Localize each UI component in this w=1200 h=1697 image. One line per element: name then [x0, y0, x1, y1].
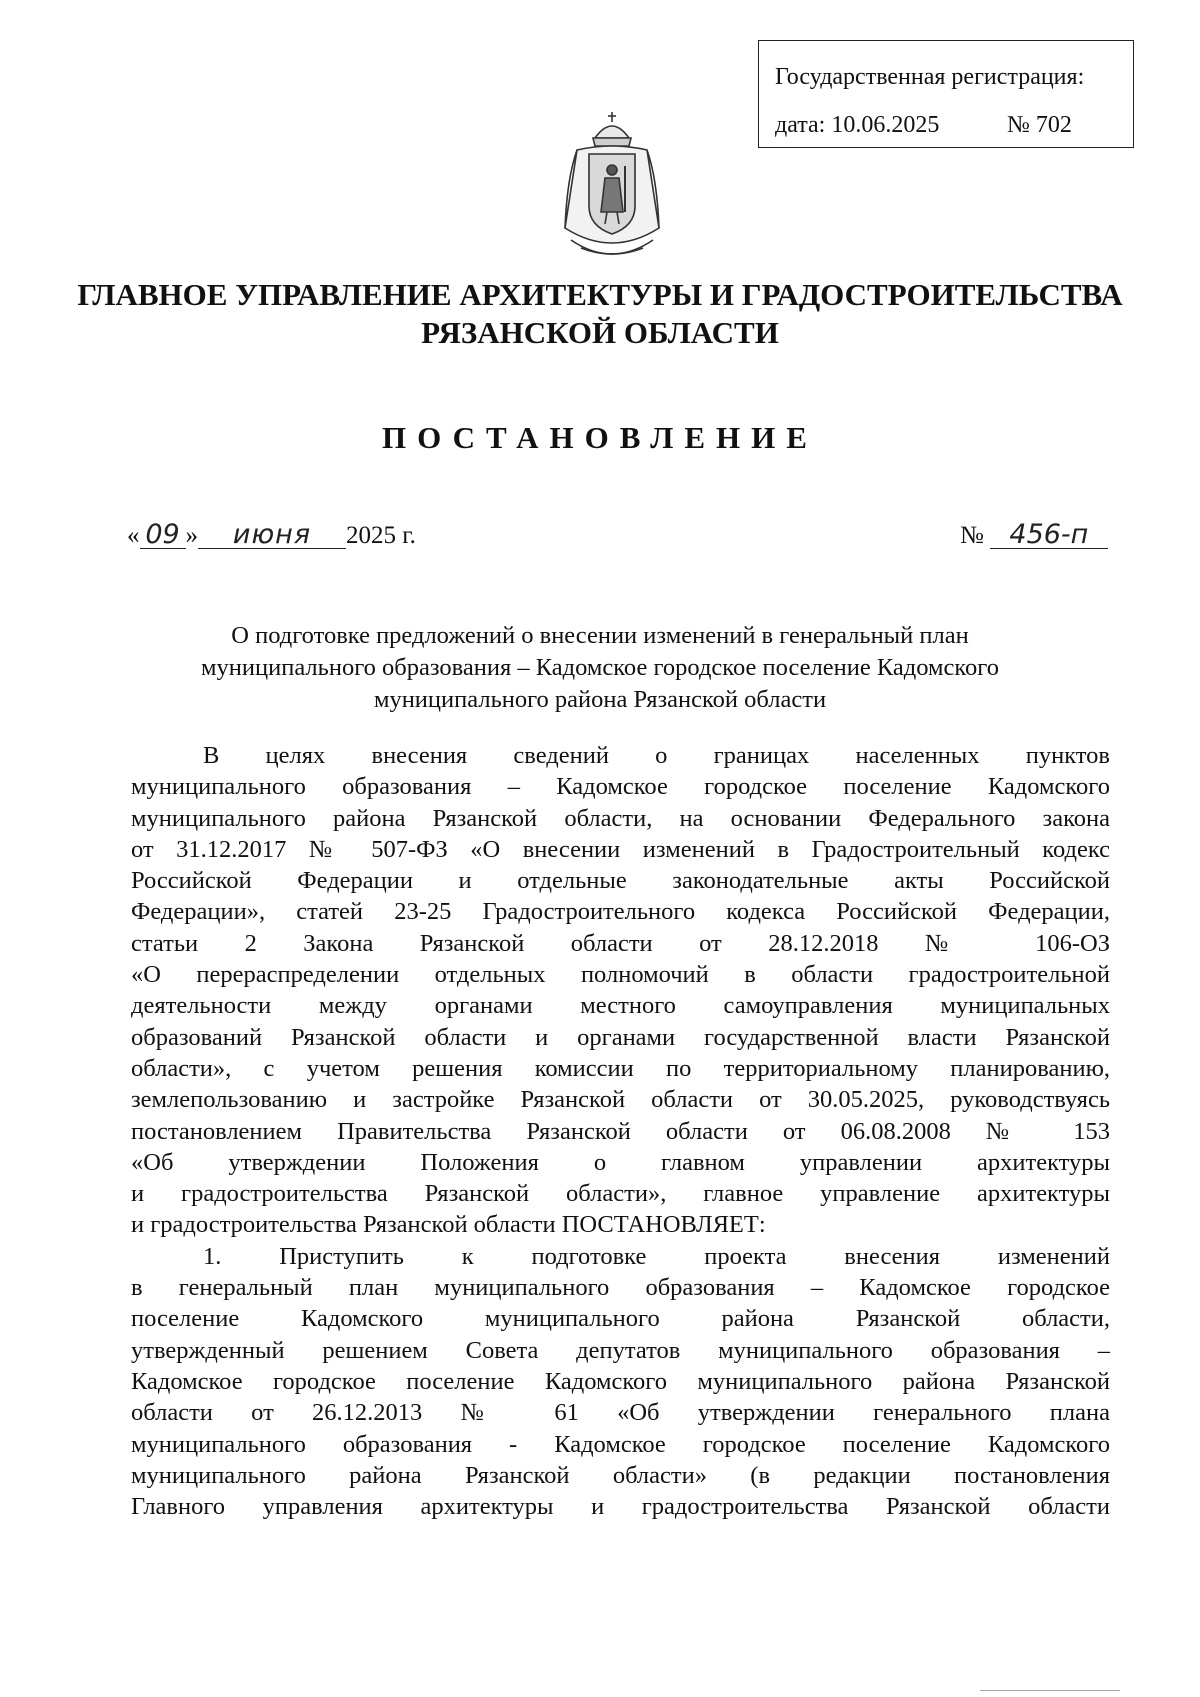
body-line: от 31.12.2017 № 507-ФЗ «О внесении изменений в Градостроительный кодекс [131, 835, 1110, 863]
body-line: Российской Федерации и отдельные законодательные акты Российской [131, 867, 1110, 895]
registration-title: Государственная регистрация: [775, 64, 1085, 90]
body-line: поселение Кадомского муниципального района Рязанской области, [131, 1305, 1110, 1333]
date-open-quote: « [127, 522, 140, 549]
body-line: Главного управления архитектуры и градостроительства Рязанской области [131, 1493, 1110, 1521]
subject-line: О подготовке предложений о внесении изменений в генеральный план [231, 622, 969, 649]
body-line: 1. Приступить к подготовке проекта внесения изменений [203, 1242, 1110, 1270]
body-line: Федерации», статей 23-25 Градостроительного кодекса Российской Федерации, [131, 898, 1110, 926]
agency-name [0, 276, 1200, 352]
body-line: муниципального образования – Кадомское городское поселение Кадомского [131, 773, 1110, 801]
number-value: 456-п [990, 522, 1108, 549]
document-type-title: ПОСТАНОВЛЕНИЕ [382, 420, 818, 455]
document-date [127, 519, 416, 550]
registration-date: дата: 10.06.2025 [775, 112, 940, 138]
body-line: области», с учетом решения комиссии по территориальному планированию, [131, 1054, 1110, 1082]
agency-name-line2: РЯЗАНСКОЙ ОБЛАСТИ [421, 315, 779, 350]
body-line: муниципального района Рязанской области, на основании Федерального закона [131, 804, 1110, 832]
body-line: «Об утверждении Положения о главном управлении архитектуры [131, 1148, 1110, 1176]
body-line: в генеральный план муниципального образования – Кадомское городское [131, 1274, 1110, 1302]
document-number [960, 519, 1108, 550]
body-line: муниципального района Рязанской области» (в редакции постановления [131, 1461, 1110, 1489]
body-line: землепользованию и застройке Рязанской области от 30.05.2025, руководствуясь [131, 1086, 1110, 1114]
body-line: постановлением Правительства Рязанской области от 06.08.2008 № 153 [131, 1117, 1110, 1145]
subject-line: муниципального образования – Кадомское городское поселение Кадомского [201, 654, 999, 681]
body-line: утвержденный решением Совета депутатов муниципального образования – [131, 1336, 1110, 1364]
body-line: образований Рязанской области и органами государственной власти Рязанской [131, 1023, 1110, 1051]
body-line: и градостроительства Рязанской области», главное управление архитектуры [131, 1180, 1110, 1208]
body-line: «О перераспределении отдельных полномочий в области градостроительной [131, 961, 1110, 989]
body-line: области от 26.12.2013 № 61 «Об утверждении генерального плана [131, 1399, 1110, 1427]
date-month: июня [198, 522, 346, 549]
ryazan-coat-of-arms-icon [547, 108, 677, 264]
date-year: 2025 г. [346, 522, 416, 549]
date-close-quote: » [185, 522, 198, 549]
number-sign: № [960, 522, 984, 549]
document-body [131, 740, 1110, 1522]
agency-name-line1: ГЛАВНОЕ УПРАВЛЕНИЕ АРХИТЕКТУРЫ И ГРАДОСТРОИТЕЛЬСТВА [77, 277, 1123, 312]
body-line: В целях внесения сведений о границах населенных пунктов [203, 742, 1110, 769]
registration-stamp [758, 40, 1134, 148]
body-line: и градостроительства Рязанской области ПОСТАНОВЛЯЕТ: [131, 1211, 766, 1239]
body-line: статьи 2 Закона Рязанской области от 28.12.2018 № 106-ОЗ [131, 929, 1110, 957]
body-line: Кадомское городское поселение Кадомского муниципального района Рязанской [131, 1367, 1110, 1395]
page-divider [980, 1690, 1120, 1691]
document-subject [150, 620, 1050, 716]
registration-number: № 702 [1007, 112, 1072, 138]
date-day: 09 [140, 522, 186, 549]
subject-line: муниципального района Рязанской области [373, 686, 827, 713]
body-line: деятельности между органами местного самоуправления муниципальных [131, 992, 1110, 1020]
body-line: муниципального образования - Кадомское городское поселение Кадомского [131, 1430, 1110, 1458]
